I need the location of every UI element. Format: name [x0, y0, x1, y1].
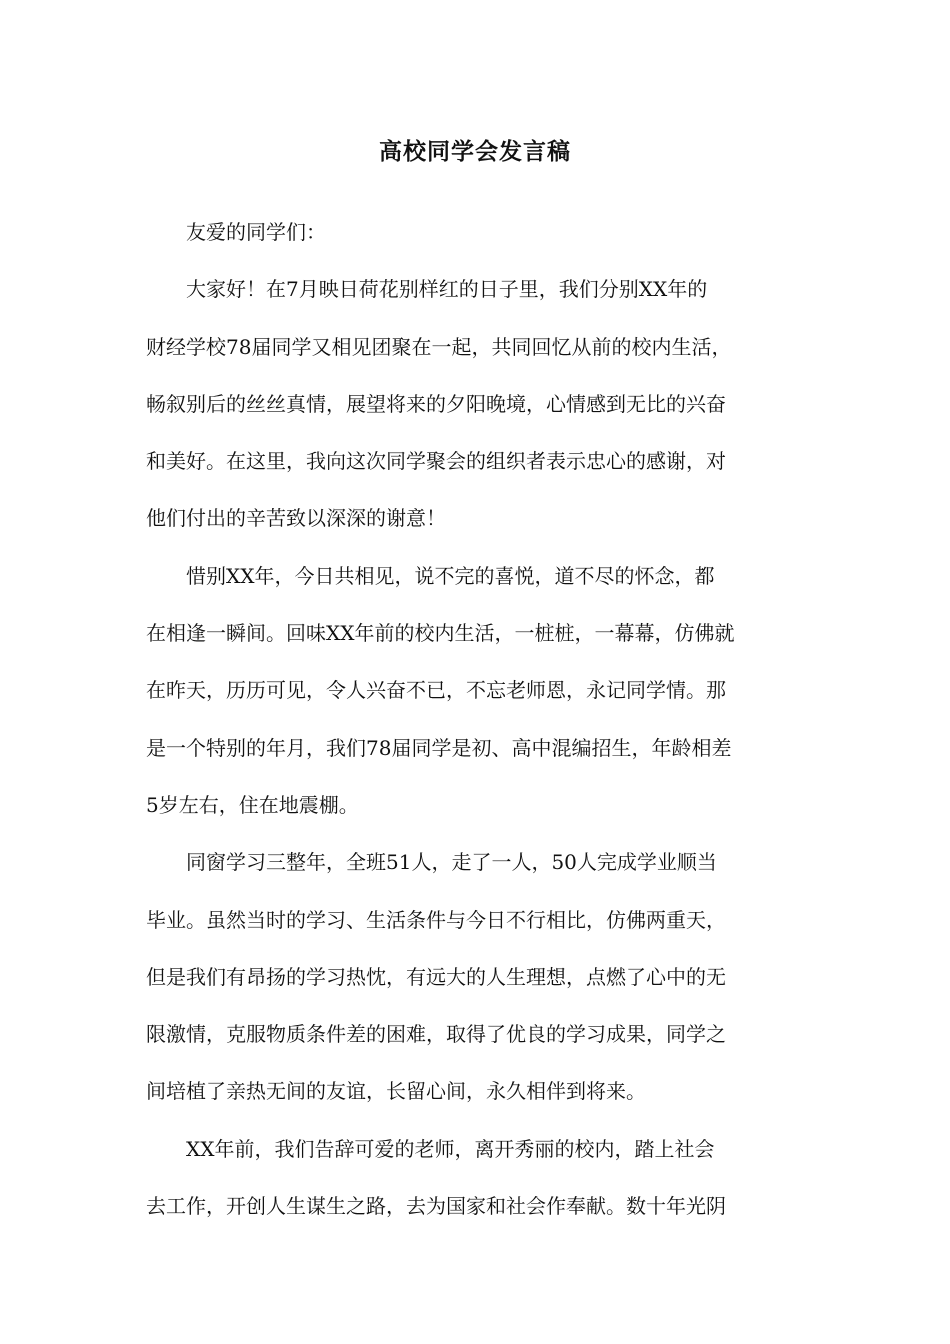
body-text-line: 但是我们有昂扬的学习热忱，有远大的人生理想，点燃了心中的无: [146, 964, 726, 989]
body-text-line: 他们付出的辛苦致以深深的谢意！: [146, 506, 446, 531]
body-lines: [146, 261, 808, 1235]
body-text-line: 同窗学习三整年，全班51人，走了一人，50人完成学业顺当: [186, 850, 717, 875]
body-text-line: 大家好！在7月映日荷花别样红的日子里，我们分别XX年的: [186, 277, 708, 302]
body-text-line: 是一个特别的年月，我们78届同学是初、高中混编招生，年龄相差: [146, 735, 732, 760]
body-text-line: 5岁左右，住在地震棚。: [146, 792, 359, 817]
body-text-line: 在昨天，历历可见，令人兴奋不已，不忘老师恩，永记同学情。那: [146, 678, 726, 703]
body-text-line: 限激情，克服物质条件差的困难，取得了优良的学习成果，同学之: [146, 1022, 726, 1047]
body-text-line: 毕业。虽然当时的学习、生活条件与今日不行相比，仿佛两重天，: [146, 907, 726, 932]
body-text-line: 间培植了亲热无间的友谊，长留心间，永久相伴到将来。: [146, 1079, 646, 1104]
body-text-line: 惜别XX年，今日共相见，说不完的喜悦，道不尽的怀念，都: [186, 563, 715, 588]
body-text-line: 去工作，开创人生谋生之路，去为国家和社会作奉献。数十年光阴: [146, 1194, 726, 1219]
body-text-line: XX年前，我们告辞可爱的老师，离开秀丽的校内，踏上社会: [186, 1136, 715, 1161]
body-text-line: 畅叙别后的丝丝真情，展望将来的夕阳晚境，心情感到无比的兴奋: [146, 391, 726, 416]
greeting-line: 友爱的同学们：: [186, 220, 326, 244]
document-title: 高校同学会发言稿: [379, 138, 571, 165]
body-text-line: 和美好。在这里，我向这次同学聚会的组织者表示忠心的感谢，对: [146, 449, 726, 474]
body-text-line: 财经学校78届同学又相见团聚在一起，共同回忆从前的校内生活，: [146, 334, 732, 359]
body-text-line: 在相逢一瞬间。回味XX年前的校内生活，一桩桩，一幕幕，仿佛就: [146, 621, 735, 646]
document-body: [146, 204, 808, 1235]
